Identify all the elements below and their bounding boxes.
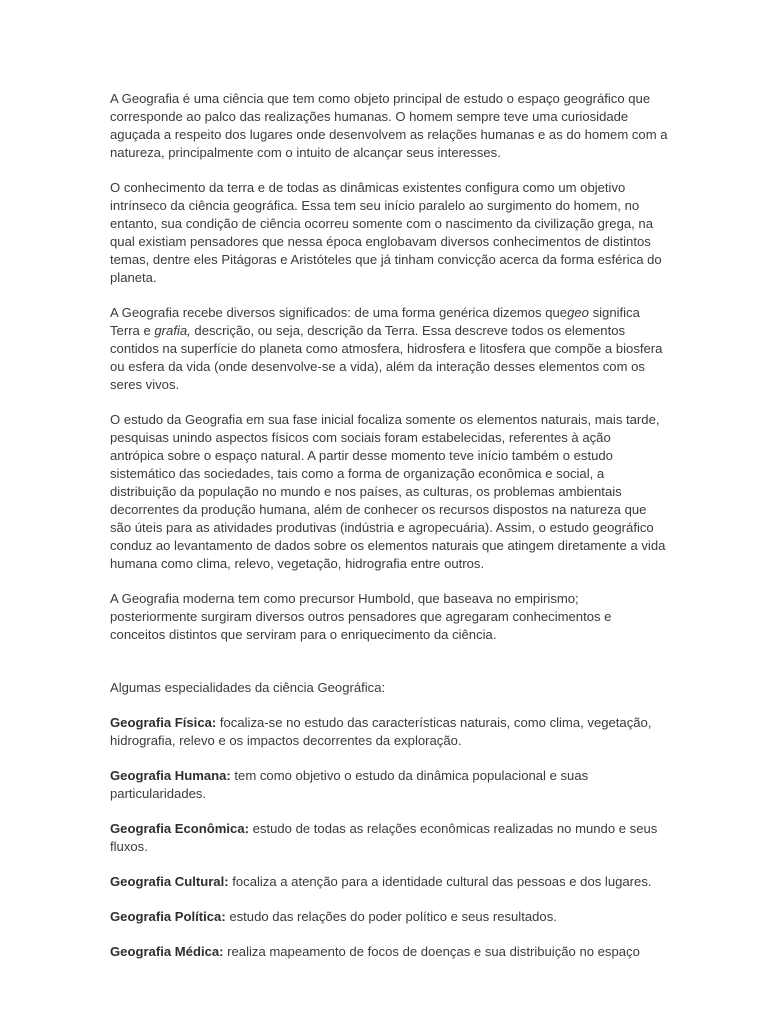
specialty-term: Geografia Médica: [110, 944, 224, 959]
specialty-desc: focaliza a atenção para a identidade cultural das pessoas e dos lugares. [228, 874, 652, 889]
specialty-term: Geografia Física: [110, 715, 217, 730]
meaning-text-part2: significa Terra e [110, 305, 640, 338]
paragraph-modern: A Geografia moderna tem como precursor Humbold, que baseava no empirismo; posteriormente surgiram diversos outros pensadores que agregaram conhecimentos e conceitos distintos que serviram para o enriquecimento da ciência. [110, 591, 612, 642]
specialty-item-humana [110, 767, 668, 803]
specialty-desc: focaliza-se no estudo das características naturais, como clima, vegetação, hidrografia, relevo e os impactos decorrentes da exploração. [110, 715, 652, 748]
specialty-desc: tem como objetivo o estudo da dinâmica populacional e suas particularidades. [110, 768, 589, 801]
specialty-item-politica [110, 908, 668, 926]
paragraph-intro: A Geografia é uma ciência que tem como objeto principal de estudo o espaço geográfico que corresponde ao palco das realizações humanas. O homem sempre teve uma curiosidade aguçada a respeito dos lugares onde desenvolvem as relações humanas e as do homem com a natureza, principalmente com o intuito de alcançar seus interesses. [110, 91, 668, 160]
specialty-item-cultural [110, 873, 668, 891]
specialty-desc: realiza mapeamento de focos de doenças e sua distribuição no espaço [223, 944, 640, 959]
specialty-desc: estudo das relações do poder político e seus resultados. [225, 909, 557, 924]
specialty-term: Geografia Humana: [110, 768, 231, 783]
specialty-term: Geografia Econômica: [110, 821, 249, 836]
specialties-intro: Algumas especialidades da ciência Geográfica: [110, 680, 386, 695]
paragraph-history: O conhecimento da terra e de todas as dinâmicas existentes configura como um objetivo intrínseco da ciência geográfica. Essa tem seu início paralelo ao surgimento do homem, no entanto, sua condição de ciência ocorreu somente com o nascimento da civilização grega, na qual existiam pensadores que nessa época englobavam diversos conhecimentos de distintos temas, dentre eles Pitágoras e Aristóteles que já tinham convicção acerca da forma esférica do planeta. [110, 180, 662, 285]
meaning-term-geo: geo [567, 305, 589, 320]
paragraph-meaning [110, 304, 668, 394]
meaning-text-part1: A Geografia recebe diversos significados: de uma forma genérica dizemos que [110, 305, 568, 320]
specialty-term: Geografia Política: [110, 909, 226, 924]
specialty-item-economica [110, 820, 668, 856]
specialty-item-fisica [110, 714, 668, 750]
specialty-item-medica [110, 943, 668, 961]
meaning-term-grafia: grafia, [154, 323, 191, 338]
meaning-text-part3: descrição, ou seja, descrição da Terra. Essa descreve todos os elementos contidos na superfície do planeta como atmosfera, hidrosfera e litosfera que compõe a biosfera ou esfera da vida (onde desenvolve-se a vida), além da interação desses elementos com os seres vivos. [110, 323, 663, 392]
specialty-desc: estudo de todas as relações econômicas realizadas no mundo e seus fluxos. [110, 821, 658, 854]
paragraph-study: O estudo da Geografia em sua fase inicial focaliza somente os elementos naturais, mais tarde, pesquisas unindo aspectos físicos com sociais foram estabelecidas, referentes à ação antrópica sobre o espaço natural. A partir desse momento teve início também o estudo sistemático das sociedades, tais como a forma de organização econômica e social, a distribuição da população no mundo e nos países, as culturas, os problemas ambientais decorrentes da produção humana, além de conhecer os recursos dispostos na natureza que são úteis para as atividades produtivas (indústria e agropecuária). Assim, o estudo geográfico conduz ao levantamento de dados sobre os elementos naturais que atingem diretamente a vida humana como clima, relevo, vegetação, hidrografia entre outros. [110, 412, 666, 571]
specialty-term: Geografia Cultural: [110, 874, 229, 889]
